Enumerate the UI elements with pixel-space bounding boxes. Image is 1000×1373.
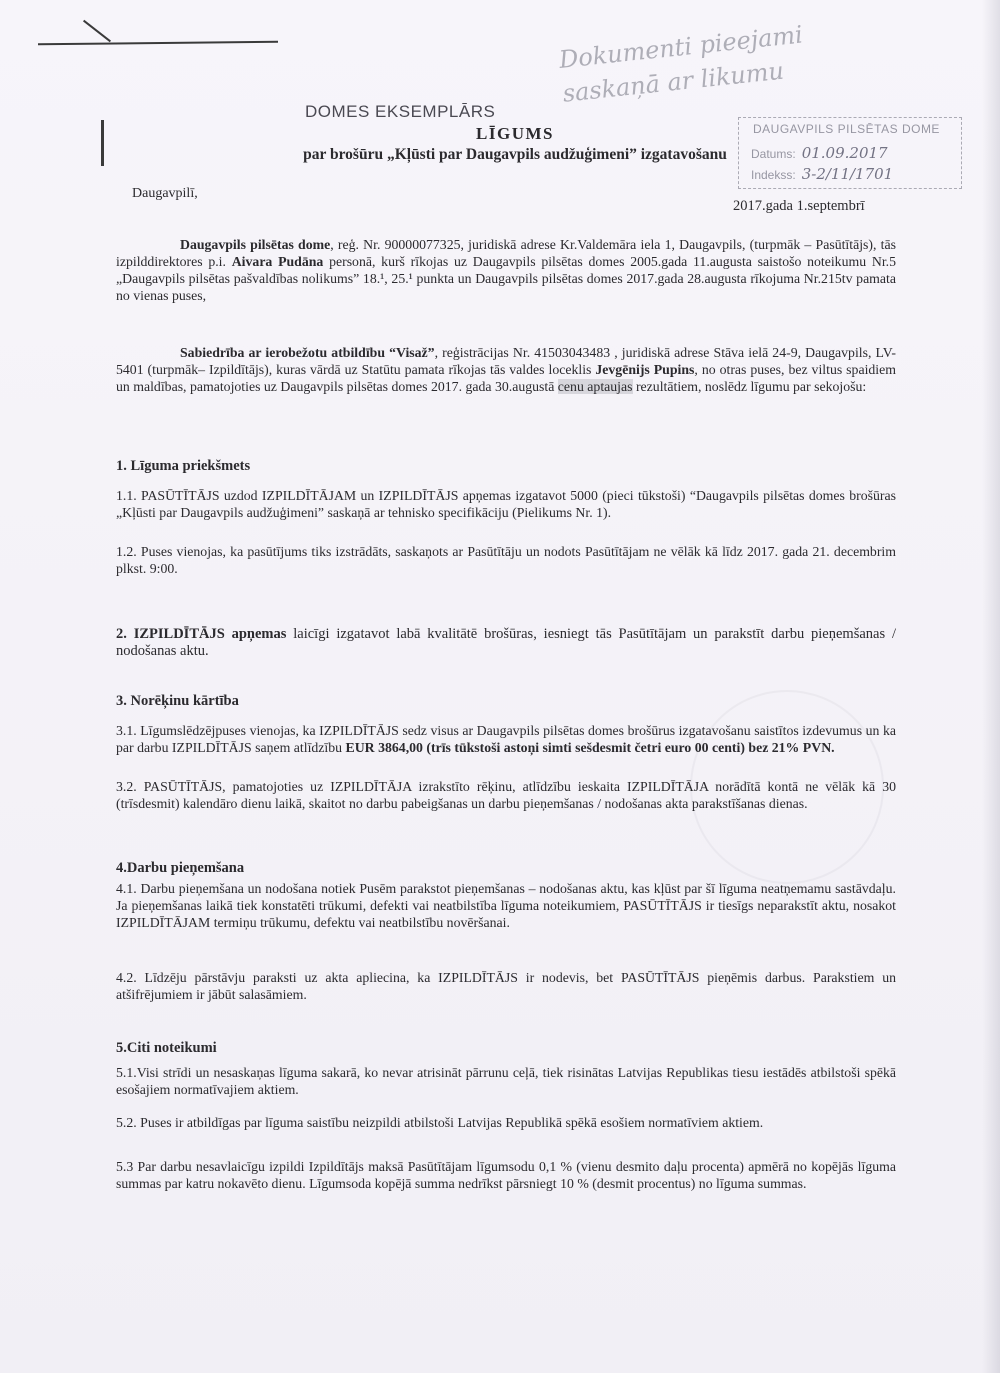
party-two-paragraph bbox=[116, 344, 896, 395]
highlighted-phrase: cenu aptaujas bbox=[557, 379, 633, 394]
registration-date-value: 01.09.2017 bbox=[801, 144, 888, 162]
party-two-closing: rezultātiem, noslēdz līgumu par sekojošu: bbox=[632, 379, 867, 394]
section-2 bbox=[116, 626, 896, 660]
section-1-2: 1.2. Puses vienojas, ka pasūtījums tiks izstrādāts, saskaņots ar Pasūtītāju un nodots Pasūtītājam ne vēlāk kā līdz 2017. gada 21. decembrim plkst. 9:00. bbox=[116, 544, 896, 576]
party-one-name: Daugavpils pilsētas dome bbox=[180, 237, 331, 252]
contract-amount: EUR 3864,00 (trīs tūkstoši astoņi simti sešdesmit četri euro 00 centi) bez 21% PVN. bbox=[345, 740, 835, 755]
party-two-details: , reģistrācijas Nr. 41503043483 , juridiskā adrese Stāva ielā 24-9, Daugavpils, LV-5401 (turpmāk– Izpildītājs), kuras vārdā uz Statūtu pamata rīkojas tās valdes loceklis bbox=[116, 345, 896, 377]
section-3-2: 3.2. PASŪTĪTĀJS, pamatojoties uz IZPILDĪTĀJA izrakstīto rēķinu, atlīdzību ieskaita IZPILDĪTĀJA norādītā kontā ne vēlāk kā 30 (trīsdesmit) kalendāro dienu laikā, skaitot no darbu pabeigšanas un darbu pieņemšanas / nodošanas akta parakstīšanas dienas. bbox=[116, 779, 896, 811]
party-two-representative: Jevgēnijs Pupins bbox=[595, 362, 695, 377]
party-one-details: , reģ. Nr. 90000077325, juridiskā adrese Kr.Valdemāra iela 1, Daugavpils, (turpmāk – Pasūtītājs), tās izpilddirektores p.i. bbox=[116, 237, 896, 269]
scan-shadow bbox=[982, 0, 1000, 1373]
party-one-representative: Aivara Pudāna bbox=[231, 254, 324, 269]
section-4-heading: 4.Darbu pieņemšana bbox=[116, 860, 245, 876]
section-3-1 bbox=[116, 722, 896, 756]
section-3-heading: 3. Norēķinu kārtība bbox=[116, 693, 239, 709]
registration-index-label: Indekss: bbox=[751, 168, 796, 182]
handwritten-note: Dokumenti pieejami saskaņā ar likumu bbox=[557, 20, 805, 108]
registration-index-row bbox=[751, 165, 893, 183]
party-one-basis: personā, kurš rīkojas uz Daugavpils pilsētas domes 2005.gada 11.augusta saistošo noteikumu Nr.5 „Daugavpils pilsētas pašvaldības nolikums” 18.¹, 25.¹ punkta un Daugavpils pilsētas domes 2017.gada 28.augusta rīkojuma Nr.215tv pamata no vienas puses, bbox=[116, 254, 896, 303]
document-title: LĪGUMS bbox=[476, 124, 554, 143]
document-subtitle: par brošūru „Kļūsti par Daugavpils audžuģimeni” izgatavošanu bbox=[303, 146, 727, 163]
registration-org: DAUGAVPILS PILSĒTAS DOME bbox=[753, 122, 940, 136]
contract-date: 2017.gada 1.septembrī bbox=[733, 198, 865, 214]
section-5-heading: 5.Citi noteikumi bbox=[116, 1040, 217, 1056]
section-1-heading: 1. Līguma priekšmets bbox=[116, 458, 251, 474]
contract-place: Daugavpilī, bbox=[132, 186, 198, 201]
party-two-basis: , no otras puses, bez viltus spaidiem un maldības, pamatojoties uz Daugavpils pilsētas domes 2017. gada 30.augustā bbox=[116, 362, 896, 394]
section-2-text: laicīgi izgatavot labā kvalitātē brošūras, iesniegt tās Pasūtītājam un parakstīt darbu pieņemšanas / nodošanas aktu. bbox=[116, 626, 896, 659]
scan-edge-tick bbox=[83, 20, 111, 43]
scan-edge-line bbox=[38, 41, 278, 46]
section-4-1: 4.1. Darbu pieņemšana un nodošana notiek Pusēm parakstot pieņemšanas – nodošanas aktu, kas kļūst par šī līguma neatņemamu sastāvdaļu. Ja pieņemšanas laikā tiek konstatēti trūkumi, defekti vai neatbilstība līguma noteikumiem, PASŪTĪTĀJS ir tiesīgs neparakstīt aktu, nosakot IZPILDĪTĀJAM termiņu trūkumu, defektu vai neatbilstību novēršanai. bbox=[116, 881, 896, 930]
section-3-1-text: 3.1. Līgumslēdzējpuses vienojas, ka IZPILDĪTĀJS sedz visus ar Daugavpils pilsētas domes brošūrus izgatavošanu saistītos izdevumus un ka par darbu IZPILDĪTĀJS saņem atlīdzību bbox=[116, 723, 896, 755]
section-5-1: 5.1.Visi strīdi un nesaskaņas līguma sakarā, ko nevar atrisināt pārrunu ceļā, tiek risinātas Latvijas Republikas tiesu iestādēs atbilstoši spēkā esošajiem normatīvajiem aktiem. bbox=[116, 1065, 896, 1097]
party-two-name: Sabiedrība ar ierobežotu atbildību “Visaž” bbox=[180, 345, 435, 360]
registration-date-label: Datums: bbox=[751, 147, 796, 161]
section-5-2: 5.2. Puses ir atbildīgas par līguma saistību neizpildi atbilstoši Latvijas Republikā spēkā esošiem normatīviem aktiem. bbox=[116, 1115, 764, 1130]
section-5-3: 5.3 Par darbu nesavlaicīgu izpildi Izpildītājs maksā Pasūtītājam līgumsodu 0,1 % (vienu desmito daļu procenta) apmērā no kopējās līguma summas par katru nokavēto dienu. Līgumsoda kopējā summa nedrīkst pārsniegt 10 % (desmit procentus) no līguma summas. bbox=[116, 1159, 896, 1191]
section-4-2: 4.2. Līdzēju pārstāvju paraksti uz akta apliecina, ka IZPILDĪTĀJS ir nodevis, bet PASŪTĪTĀJS pieņēmis darbus. Parakstiem un atšifrējumiem ir jābūt salasāmiem. bbox=[116, 970, 896, 1002]
party-one-paragraph bbox=[116, 236, 896, 304]
section-1-1: 1.1. PASŪTĪTĀJS uzdod IZPILDĪTĀJAM un IZPILDĪTĀJS apņemas izgatavot 5000 (pieci tūkstoši) “Daugavpils pilsētas domes brošūras „Kļūsti par Daugavpils audžuģimeni” saskaņā ar tehnisko specifikāciju (Pielikums Nr. 1). bbox=[116, 488, 896, 520]
section-2-heading: 2. IZPILDĪTĀJS apņemas bbox=[116, 626, 287, 642]
domes-eksemplars-stamp: DOMES EKSEMPLĀRS bbox=[305, 102, 496, 121]
registration-index-value: 3-2/11/1701 bbox=[801, 165, 894, 183]
